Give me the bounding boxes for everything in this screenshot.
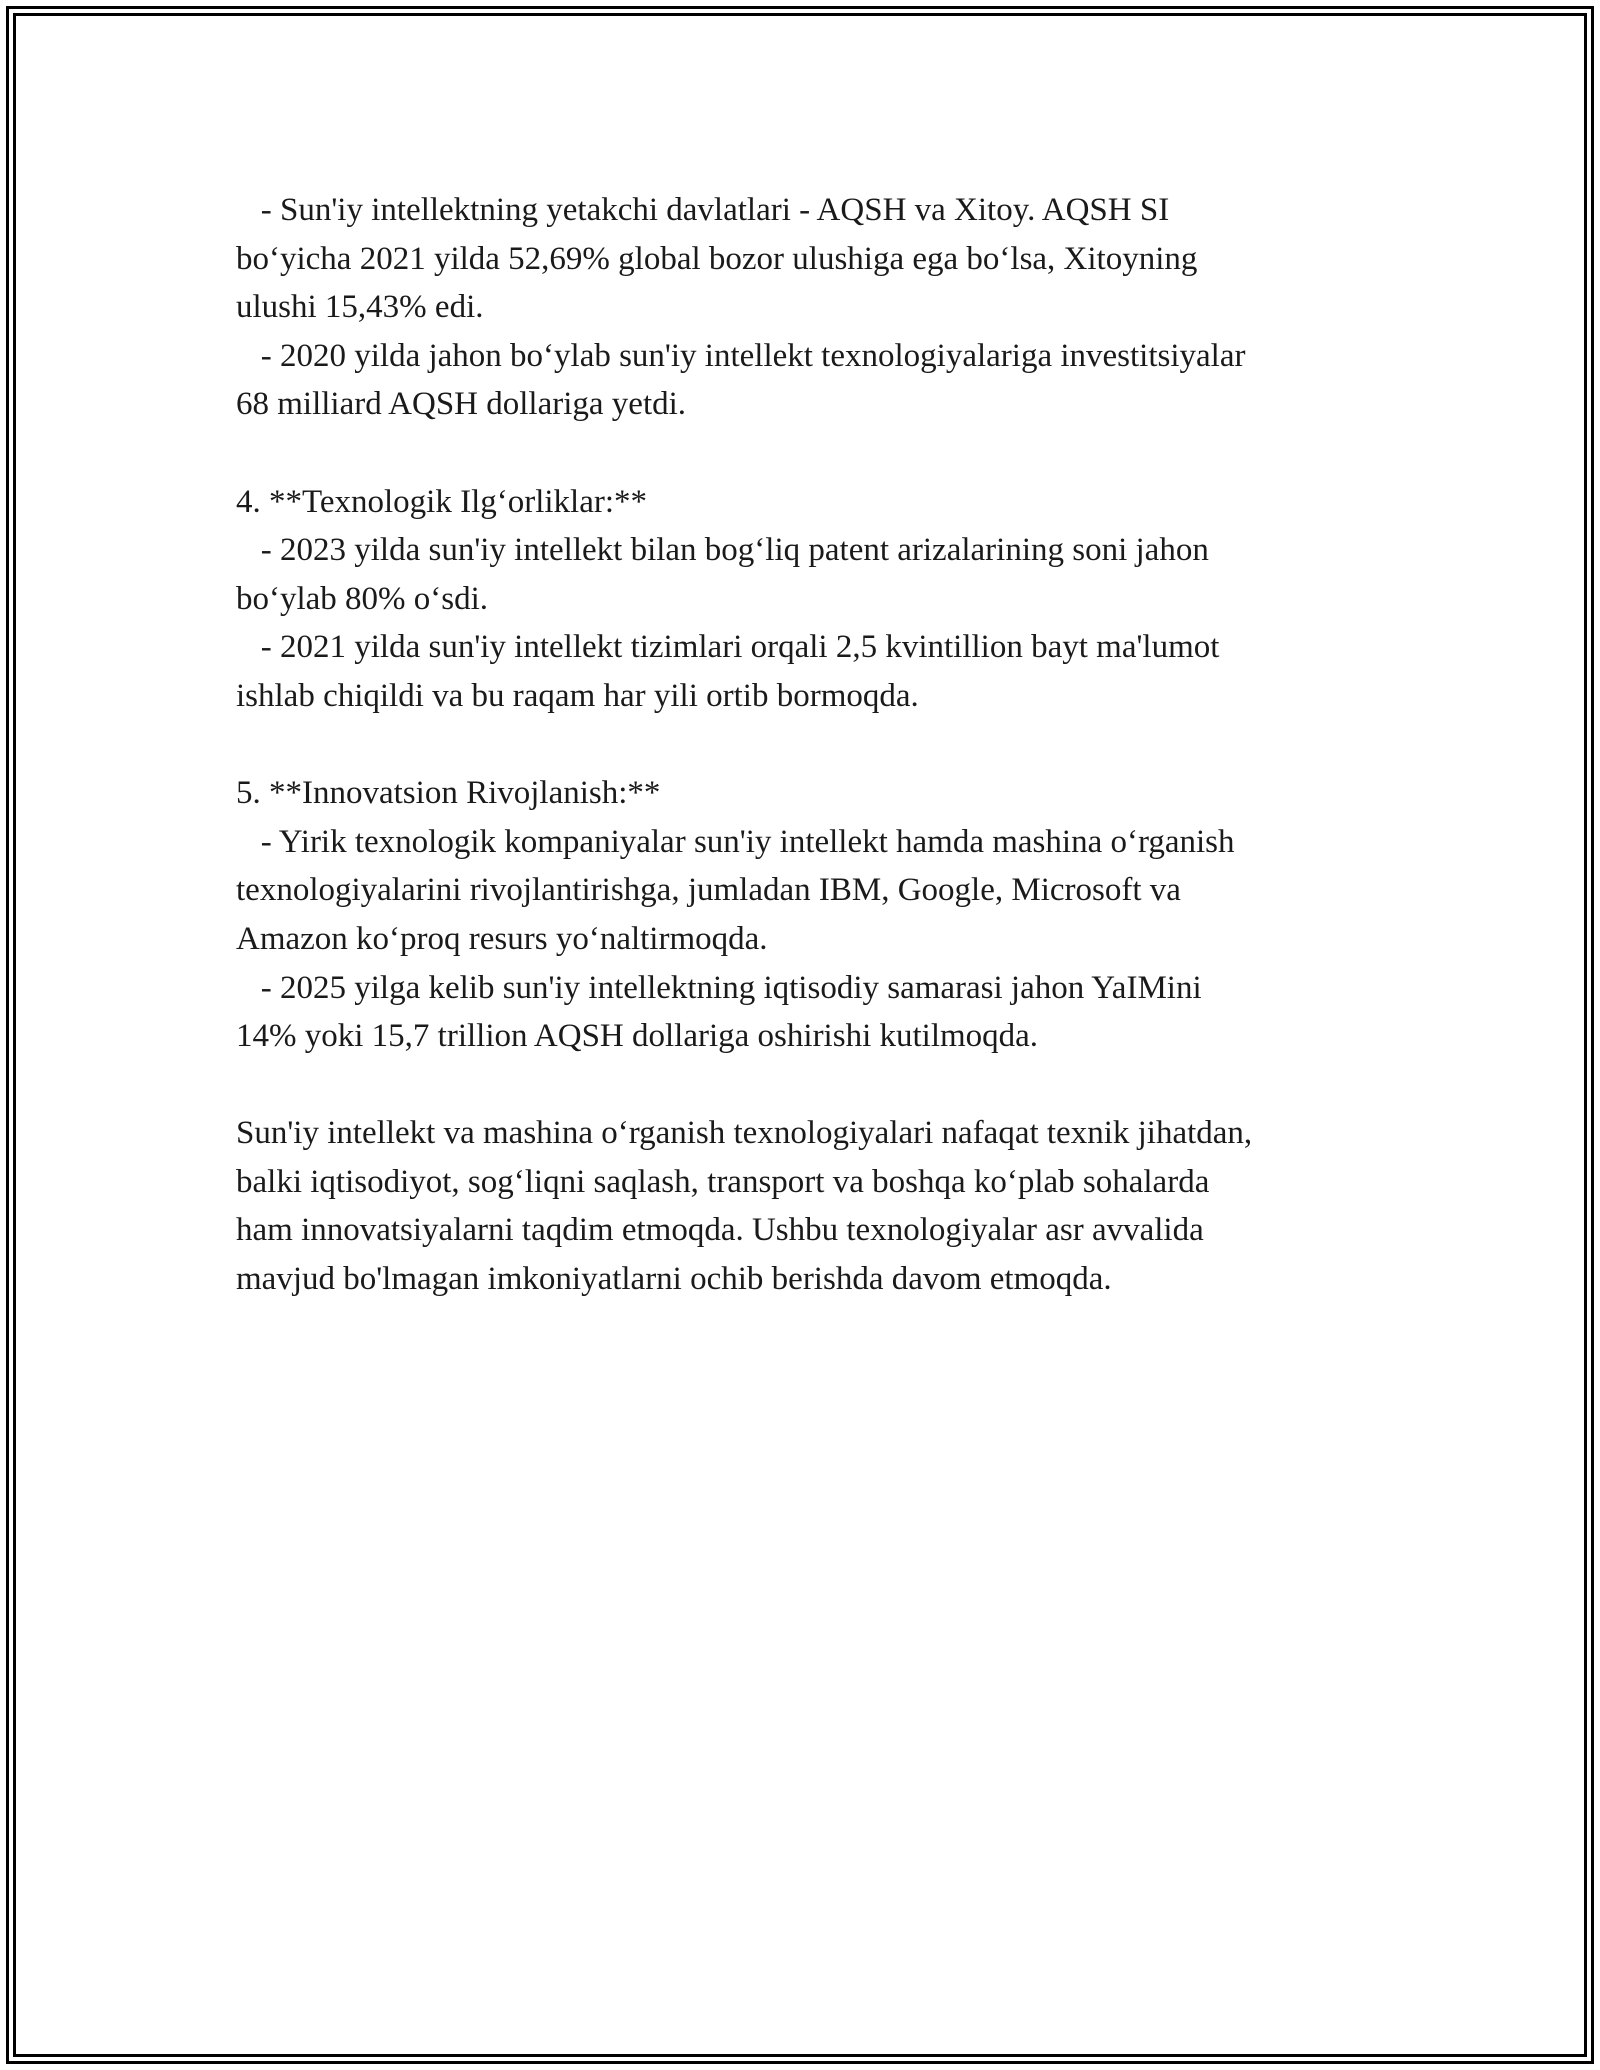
text-line: ulushi 15,43% edi. [236, 289, 484, 326]
conclusion-line: mavjud bo'lmagan imkoniyatlarni ochib berishda davom etmoqda. [236, 1261, 1112, 1298]
text-line: 68 milliard AQSH dollariga yetdi. [236, 386, 687, 423]
bullet-line: - 2020 yilda jahon bo‘ylab sun'iy intellekt texnologiyalariga investitsiyalar [236, 337, 1246, 374]
paragraph-spacer [236, 721, 1386, 770]
bullet-line: - Yirik texnologik kompaniyalar sun'iy intellekt hamda mashina o‘rganish [236, 823, 1235, 860]
text-line: 14% yoki 15,7 trillion AQSH dollariga oshirishi kutilmoqda. [236, 1018, 1039, 1055]
conclusion-line: balki iqtisodiyot, sog‘liqni saqlash, transport va boshqa ko‘plab sohalarda [236, 1163, 1210, 1200]
text-line: Amazon ko‘proq resurs yo‘naltirmoqda. [236, 920, 768, 957]
section-heading-5: 5. **Innovatsion Rivojlanish:** [236, 775, 661, 812]
bullet-line: - 2021 yilda sun'iy intellekt tizimlari orqali 2,5 kvintillion bayt ma'lumot [236, 629, 1220, 666]
paragraph-spacer [236, 1061, 1386, 1110]
conclusion-line: Sun'iy intellekt va mashina o‘rganish texnologiyalari nafaqat texnik jihatdan, [236, 1115, 1253, 1152]
bullet-line: - 2025 yilga kelib sun'iy intellektning iqtisodiy samarasi jahon YaIMini [236, 969, 1202, 1006]
paragraph-spacer [236, 429, 1386, 478]
text-line: ishlab chiqildi va bu raqam har yili ortib bormoqda. [236, 677, 919, 714]
bullet-line: - Sun'iy intellektning yetakchi davlatlari - AQSH va Xitoy. AQSH SI [236, 192, 1170, 228]
text-line: bo‘ylab 80% o‘sdi. [236, 580, 489, 617]
bullet-line: - 2023 yilda sun'iy intellekt bilan bog‘liq patent arizalarining soni jahon [236, 532, 1209, 569]
text-line: texnologiyalarini rivojlantirishga, jumladan IBM, Google, Microsoft va [236, 872, 1181, 909]
document-body [236, 186, 1386, 1304]
conclusion-line: ham innovatsiyalarni taqdim etmoqda. Ushbu texnologiyalar asr avvalida [236, 1212, 1204, 1249]
text-line: bo‘yicha 2021 yilda 52,69% global bozor ulushiga ega bo‘lsa, Xitoyning [236, 240, 1198, 277]
section-heading-4: 4. **Texnologik Ilg‘orliklar:** [236, 483, 648, 520]
